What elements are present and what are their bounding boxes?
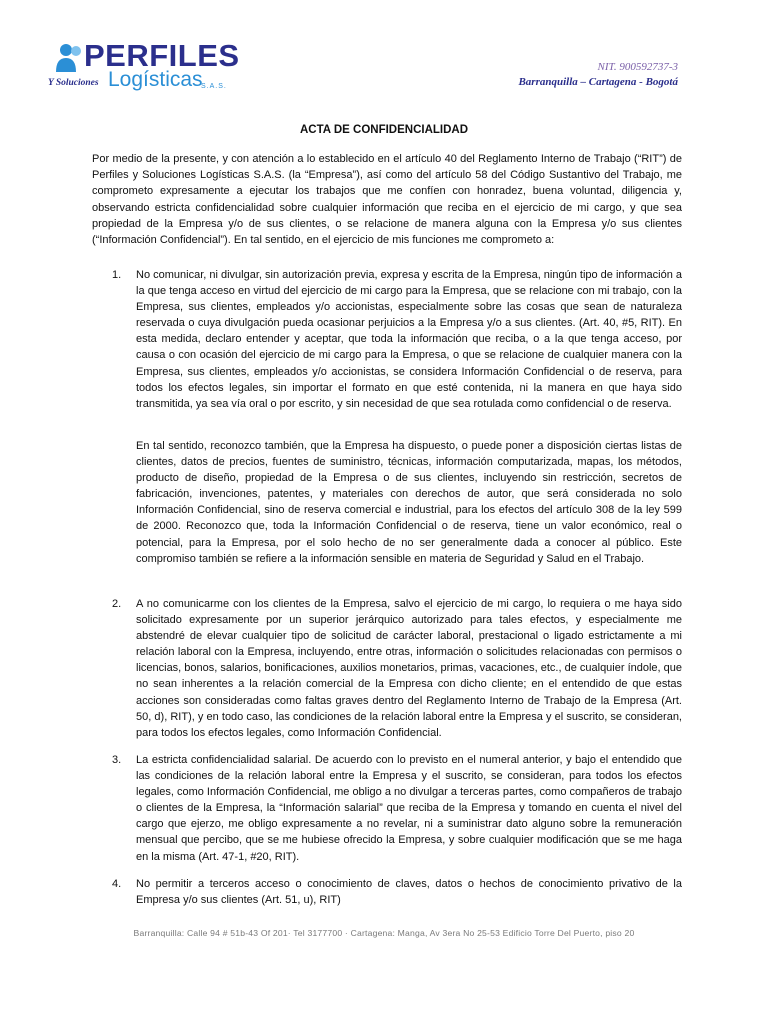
company-logo [48,38,248,102]
clause-text: La estricta confidencialidad salarial. De acuerdo con lo previsto en el numeral anterior, y bajo el entendido que las condiciones de la relación laboral entre la Empresa y el suscrito, se consideran, para todos los efectos legales, como Información Confidencial, me obligo a no divulgar a terceras partes, como compañeros de trabajo o clientes de la Empresa, la “Información salarial” que reciba de la Empresa y tomando en cuenta el nivel del cargo que ejerzo, me obligo expresamente a no revelar, ni a suministrar dato alguno sobre la remuneración mensual que percibo, que se me hubiese ofrecido la Empresa, y sobre cualquier modificación que se me haga en la misma (Art. 47-1, #20, RIT). [136,754,683,863]
logo-wordmark-y-soluciones: Y Soluciones [48,78,99,88]
logo-wordmark-sas: S.A.S. [201,83,227,90]
document-title: ACTA DE CONFIDENCIALIDAD [299,124,469,136]
clause-4 [112,876,682,908]
clause-1-paragraph-2: En tal sentido, reconozco también, que la Empresa ha dispuesto, o puede poner a disposición ciertas listas de clientes, datos de precios, fuentes de suministro, técnicas, información computarizada, mapas, los métodos, producto de diseño, propiedad de la Empresa o de sus clientes, incluyendo sin restricción, secretos de fabricación, invenciones, patentes, y materiales con derechos de autor, que será considerada no solo Información Confidencial, sino de reserva comercial e industrial, para los efectos del artículo 308 de la ley 599 de 2000. Reconozco que, toda la Información Confidencial o de reserva, tiene un valor económico, real o potencial, para la Empresa, por el solo hecho de no ser generalmente dada a conocer al público. Este compromiso también se refiere a la información sensible en materia de Seguridad y Salud en el Trabajo. [136,440,682,565]
people-logo-icon [54,42,88,76]
clause-number: 1. [112,269,122,281]
clause-text: No permitir a terceros acceso o conocimiento de claves, datos o hechos de conocimiento privativo de la Empresa y/o sus clientes (Art. 51, u), RIT) [136,878,682,907]
company-nit: NIT. 900592737-3 [597,61,678,73]
clause-number: 2. [112,598,122,610]
clause-2 [112,596,682,741]
header-contact [518,60,678,90]
clause-3 [112,752,682,865]
intro-paragraph: Por medio de la presente, y con atención a lo establecido en el artículo 40 del Reglamento Interno de Trabajo (“RIT”) de Perfiles y Soluciones Logísticas S.A.S. (la “Empresa”), así como del artículo 58 del Código Sustantivo del Trabajo, me comprometo expresamente a ejecutar los trabajos que me confíen con honradez, buena voluntad, diligencia y, observando estricta confidencialidad sobre cualquier información que reciba en el ejercicio de mi cargo, y que sea propiedad de la Empresa y/o de sus clientes, o se relacione de manera alguna con la Empresa y/o sus clientes (“Información Confidencial”). En tal sentido, en el ejercicio de mis funciones me comprometo a: [92,153,682,247]
clause-number: 4. [112,878,122,890]
clause-text: No comunicar, ni divulgar, sin autorización previa, expresa y escrita de la Empresa, ningún tipo de información a la que tenga acceso en virtud del ejercicio de mi cargo para la Empresa, que se relacione con mi trabajo, con la Empresa, sus clientes, empleados y/o accionistas, especialmente sobre las cosas que sean de naturaleza reservada o cuya divulgación pueda ocasionar perjuicios a la Empresa y/o a sus clientes. (Art. 40, #5, RIT). En esta medida, declaro entender y aceptar, que toda la información que reciba, o a la que tenga acceso, por causa o con ocasión del ejercicio de mi cargo para la Empresa, o que se relacione de cualquier manera con la Empresa, sus clientes, empleados y/o accionistas, se considera Información Confidencial o de reserva, para todos los efectos legales, sin importar el formato en que esté contenida, ni la manera en que haya sido transmitida, ya sea vía oral o por escrito, y sin necesidad de que sea rotulada como confidencial o de reserva. [136,269,683,410]
logo-wordmark-logisticas: Logísticas [108,68,203,91]
clause-number: 3. [112,754,122,766]
company-cities: Barranquilla – Cartagena - Bogotá [518,76,678,88]
clause-1 [112,267,682,412]
clause-text: A no comunicarme con los clientes de la Empresa, salvo el ejercicio de mi cargo, lo requiera o me haya sido solicitado expresamente por un superior jerárquico autorizado para tales efectos, y especialmente me abstendré de elevar cualquier tipo de solicitud de carácter laboral, prestacional o ligado estrictamente a mi relación laboral con la Empresa, incluyendo, entre otras, información o solicitudes relacionadas con permisos o licencias, bonos, salarios, bonificaciones, auxilios monetarios, primas, vacaciones, etc., de cualquier índole, que no sean inherentes a la relación comercial de la Empresa con dicho cliente; en el entendido de que estas acciones son consideradas como faltas graves dentro del Reglamento Interno de Trabajo de la Empresa (Art. 50, d), RIT), y en todo caso, las condiciones de la relación laboral entre la Empresa y el suscrito, se consideran, para todos los efectos legales, como Información Confidencial. [136,598,683,739]
logo-wordmark-perfiles: PERFILES [84,38,240,73]
footer-address: Barranquilla: Calle 94 # 51b-43 Of 201· Tel 3177700 · Cartagena: Manga, Av 3era No 25-53 Edificio Torre Del Puerto, piso 20 [133,928,635,938]
